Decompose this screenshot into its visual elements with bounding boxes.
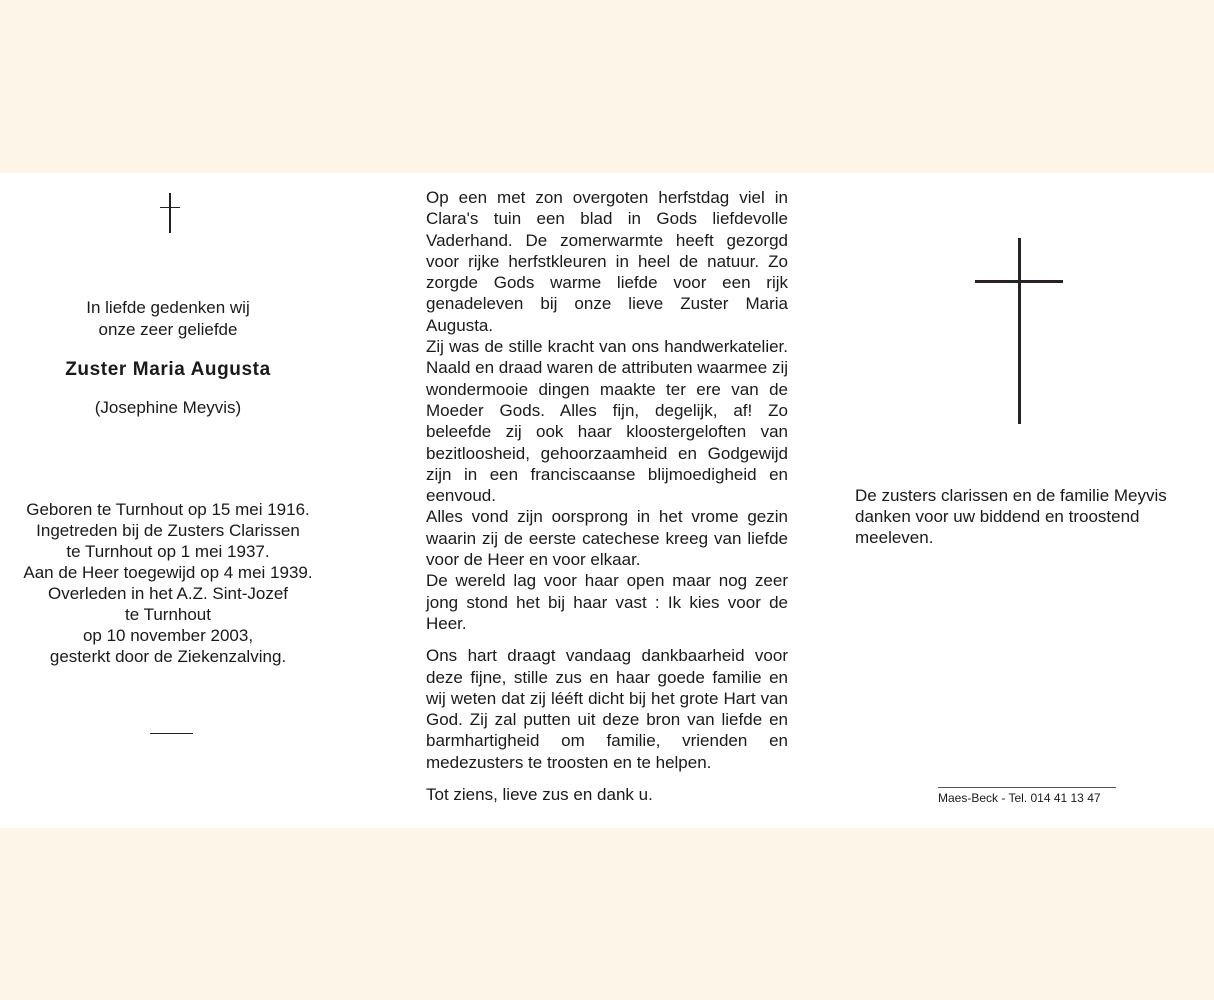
biography bbox=[0, 499, 336, 667]
left-panel bbox=[0, 173, 340, 828]
bio-line: te Turnhout op 1 mei 1937. bbox=[66, 542, 270, 561]
intro-line: onze zeer geliefde bbox=[98, 320, 238, 339]
bio-line: Geboren te Turnhout op 15 mei 1916. bbox=[26, 500, 310, 519]
eulogy-paragraph: Ons hart draagt vandaag dankbaarheid voor deze fijne, stille zus en haar goede familie en wij weten dat zij lééft dicht bij het grote Hart van God. Zij zal putten uit deze bron van liefde en barmhartigheid om familie, vrienden en medezusters te troosten en te helpen. bbox=[426, 646, 788, 772]
intro-line: In liefde gedenken wij bbox=[86, 298, 250, 317]
eulogy-paragraph: Zij was de stille kracht van ons handwerkatelier. Naald en draad waren de attributen waarmee zij wondermooie dingen maakte ter ere van de Moeder Gods. Alles fijn, degelijk, af! Zo beleefde zij ook haar kloostergeloften van bezitloosheid, gehoorzaamheid en Godgewijd zijn in een franciscaanse blijmoedigheid en eenvoud. bbox=[426, 337, 788, 506]
intro-text bbox=[0, 297, 336, 341]
eulogy-paragraph: Op een met zon overgoten herfstdag viel in Clara's tuin een blad in Gods liefdevolle Vaderhand. De zomerwarmte heeft gezorgd voor rijke herfstkleuren in heel de natuur. Zo zorgde Gods warme liefde voor een rijk genadeleven bij onze lieve Zuster Maria Augusta. bbox=[426, 188, 788, 335]
bio-line: te Turnhout bbox=[124, 605, 211, 624]
printer-credit: Maes-Beck - Tel. 014 41 13 47 bbox=[938, 791, 1101, 805]
eulogy-paragraph: Alles vond zijn oorsprong in het vrome gezin waarin zij de eerste catechese kreeg van liefde voor de Heer en voor elkaar. bbox=[426, 507, 788, 570]
divider-line bbox=[150, 733, 193, 734]
small-cross-icon bbox=[160, 193, 180, 233]
eulogy-paragraph: De wereld lag voor haar open maar nog zeer jong stond het bij haar vast : Ik kies voor de Heer. bbox=[426, 571, 788, 633]
bio-line: Ingetreden bij de Zusters Clarissen bbox=[36, 521, 300, 540]
eulogy-text bbox=[426, 187, 788, 805]
bio-line: op 10 november 2003, bbox=[82, 626, 254, 645]
thanks-text: De zusters clarissen en de familie Meyvis danken voor uw biddend en troostend meeleven. bbox=[855, 486, 1167, 547]
printer-rule bbox=[938, 787, 1116, 788]
memorial-card bbox=[0, 173, 1214, 828]
closing-line: Tot ziens, lieve zus en dank u. bbox=[426, 785, 653, 805]
civil-name: (Josephine Meyvis) bbox=[94, 398, 242, 417]
bio-line: gesterkt door de Ziekenzalving. bbox=[49, 647, 287, 666]
large-cross-icon bbox=[975, 238, 1063, 424]
bio-line: Overleden in het A.Z. Sint-Jozef bbox=[47, 584, 288, 603]
deceased-name: Zuster Maria Augusta bbox=[65, 359, 271, 380]
bio-line: Aan de Heer toegewijd op 4 mei 1939. bbox=[23, 563, 313, 582]
